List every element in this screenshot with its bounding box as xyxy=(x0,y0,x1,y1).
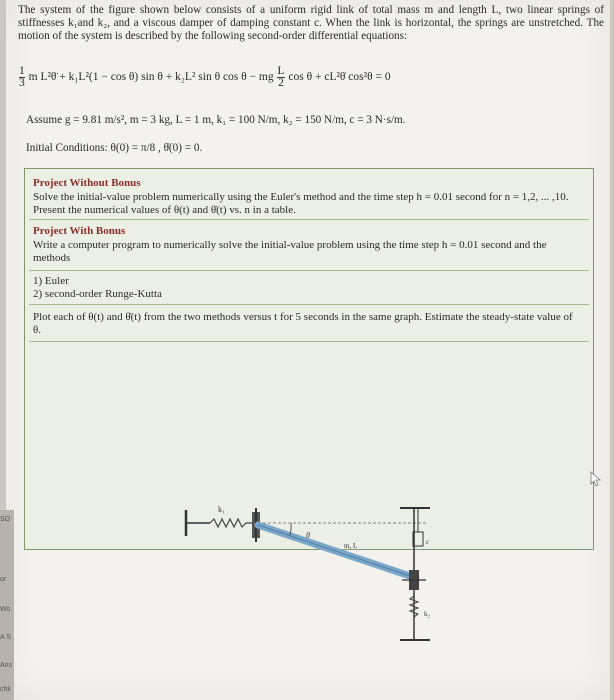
fraction-denominator: 3 xyxy=(19,77,25,89)
label-k1: k₁ xyxy=(218,505,225,514)
side-strip xyxy=(0,510,14,700)
side-tab: or xyxy=(0,576,7,583)
rigid-link-edge xyxy=(258,525,416,578)
section-divider xyxy=(29,270,589,271)
project-with-bonus-title: Project With Bonus xyxy=(33,225,126,237)
label-theta: θ xyxy=(306,531,310,540)
fraction-one-third xyxy=(19,66,25,89)
method-euler: 1) Euler xyxy=(33,275,69,287)
fraction-numerator: L xyxy=(277,65,285,77)
project-with-bonus-body: Write a computer program to numerically solve the initial-value problem using the time step h = 0.01 second and the methods xyxy=(33,239,547,264)
assumptions: Assume g = 9.81 m/s², m = 3 kg, L = 1 m, k₁ = 100 N/m, k₂ = 150 N/m, c = 3 N·s/m. xyxy=(26,114,406,126)
equation-part-1: m L²θ̈ + k₁L²(1 − cos θ) sin θ + k₂L² sin θ cos θ − mg xyxy=(28,71,274,84)
cursor-icon xyxy=(589,471,603,487)
mechanism-figure xyxy=(6,490,610,700)
side-tab: Wo xyxy=(0,606,11,613)
equation-part-2: cos θ + cL²θ̇ cos²θ = 0 xyxy=(288,71,391,84)
document-page xyxy=(6,0,610,700)
spring-k1 xyxy=(210,519,254,527)
method-runge-kutta: 2) second-order Runge-Kutta xyxy=(33,288,162,300)
project-without-bonus-title: Project Without Bonus xyxy=(33,177,141,189)
fraction-l-over-2 xyxy=(277,66,284,89)
section-divider xyxy=(29,304,589,305)
section-divider xyxy=(29,219,589,220)
label-c: c xyxy=(426,538,430,546)
section-divider xyxy=(29,341,589,342)
differential-equation xyxy=(18,66,391,89)
problem-intro: The system of the figure shown below consists of a uniform rigid link of total mass m and length L, two linear springs of stiffnesses k₁and k₂, and a viscous damper of damping constant c. When the link is horizontal, the springs are unstretched. The motion of the system is described by the following second-order differential equations: xyxy=(18,4,604,42)
side-tab: Ans xyxy=(0,662,13,669)
side-tab: A S xyxy=(0,634,11,641)
plot-instructions: Plot each of θ(t) and θ̇(t) from the two methods versus t for 5 seconds in the same graph. Estimate the steady-state value of θ. xyxy=(33,311,573,336)
label-mass: m, L xyxy=(344,542,358,550)
project-without-bonus-body: Solve the initial-value problem numerically using the Euler's method and the time step h = 0.01 second for n = 1,2, ... ,10. Present the numerical values of θ(t) and θ̇(t) vs. n in a table. xyxy=(33,191,569,216)
side-tab: chk xyxy=(0,686,11,693)
side-tab: SO xyxy=(0,516,11,523)
fraction-denominator: 2 xyxy=(278,77,284,89)
label-k2: k₂ xyxy=(424,610,430,618)
spring-k2 xyxy=(410,590,418,630)
initial-conditions: Initial Conditions: θ(0) = π/8 , θ̇(0) = 0. xyxy=(26,142,203,154)
fraction-numerator: 1 xyxy=(19,65,25,77)
